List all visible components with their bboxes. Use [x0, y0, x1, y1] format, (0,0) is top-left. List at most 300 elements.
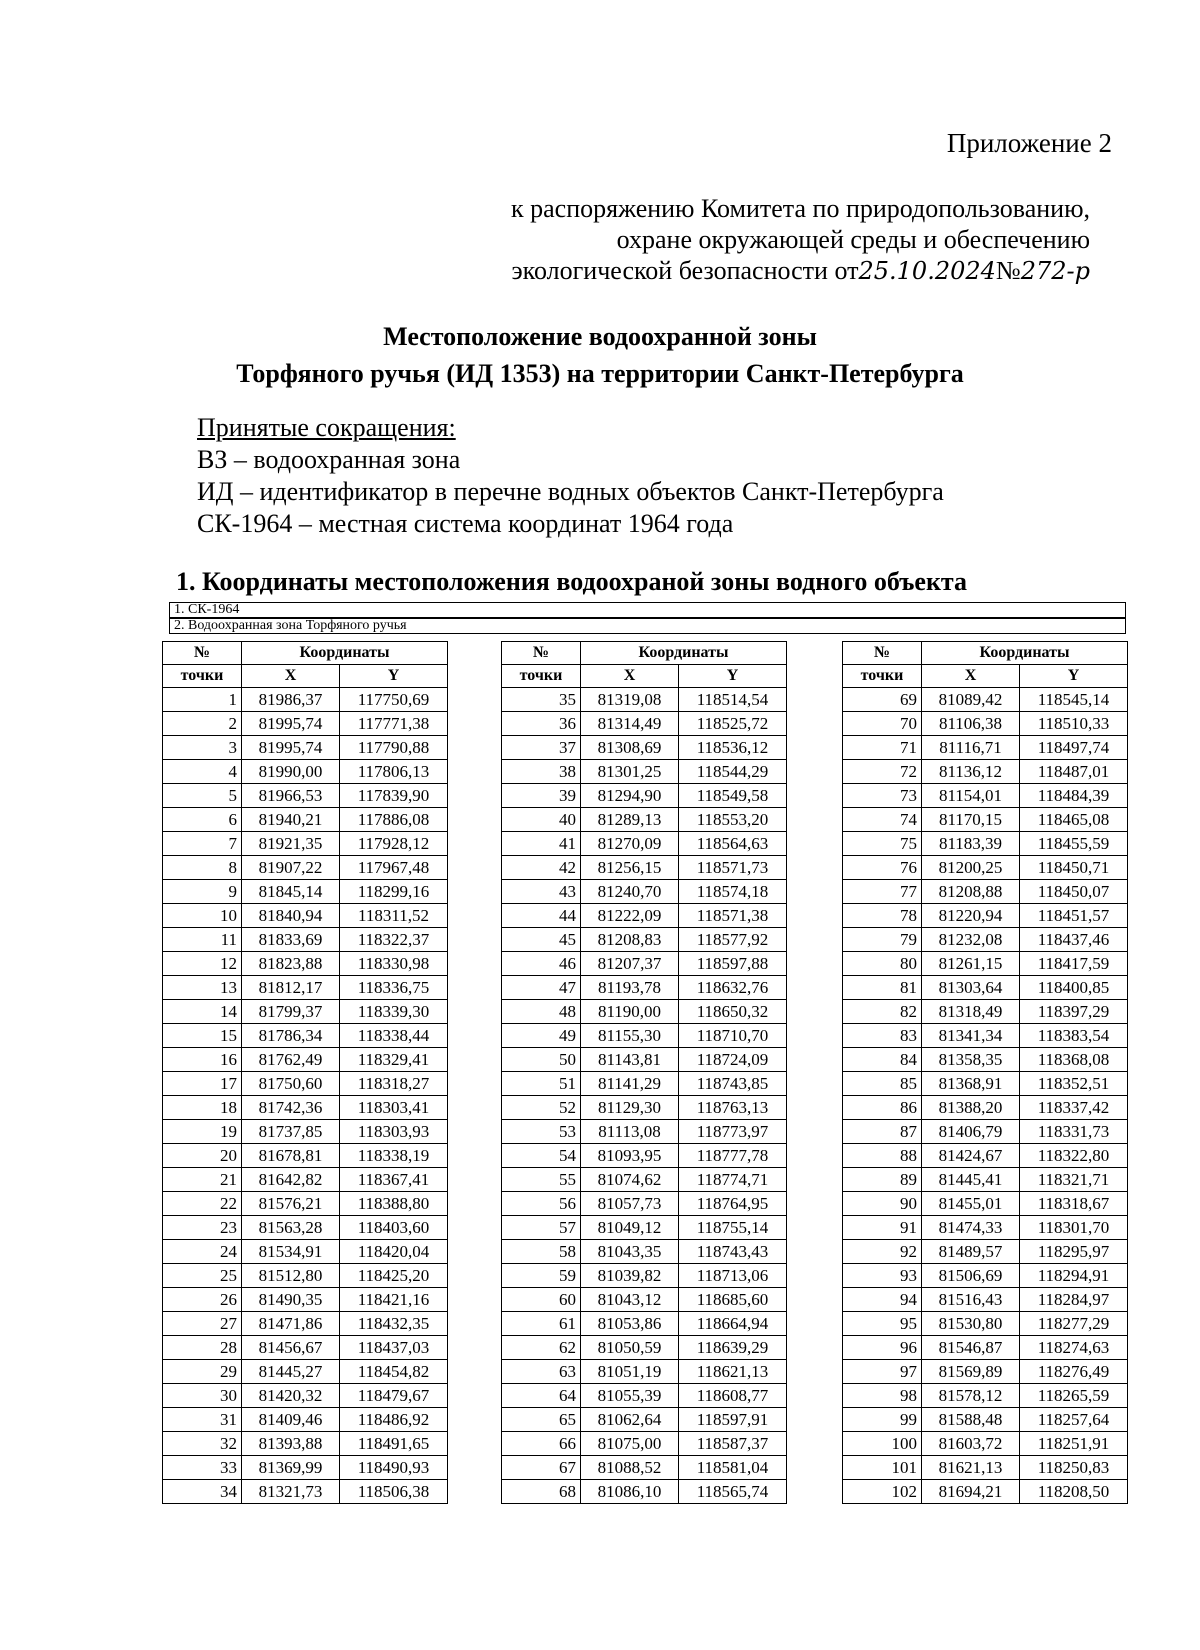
point-number-cell: 77: [843, 880, 922, 904]
x-coordinate-cell: 81050,59: [581, 1336, 679, 1360]
y-coordinate-cell: 118368,08: [1020, 1048, 1128, 1072]
y-coordinate-cell: 118581,04: [679, 1456, 787, 1480]
y-coordinate-cell: 118571,38: [679, 904, 787, 928]
x-coordinate-cell: 81737,85: [242, 1120, 340, 1144]
y-coordinate-cell: 118329,41: [340, 1048, 448, 1072]
point-number-cell: 70: [843, 712, 922, 736]
point-number-cell: 2: [163, 712, 242, 736]
y-coordinate-cell: 117886,08: [340, 808, 448, 832]
x-coordinate-cell: 81986,37: [242, 688, 340, 712]
x-coordinate-cell: 81314,49: [581, 712, 679, 736]
point-number-cell: 79: [843, 928, 922, 952]
table-row: [163, 1096, 448, 1120]
y-coordinate-cell: 118639,29: [679, 1336, 787, 1360]
point-number-cell: 4: [163, 760, 242, 784]
y-coordinate-cell: 118417,59: [1020, 952, 1128, 976]
point-number-cell: 44: [502, 904, 581, 928]
y-coordinate-cell: 118491,65: [340, 1432, 448, 1456]
y-coordinate-cell: 118336,75: [340, 976, 448, 1000]
point-number-cell: 28: [163, 1336, 242, 1360]
x-coordinate-cell: 81921,35: [242, 832, 340, 856]
point-number-cell: 50: [502, 1048, 581, 1072]
point-number-cell: 72: [843, 760, 922, 784]
x-coordinate-cell: 81966,53: [242, 784, 340, 808]
point-number-cell: 48: [502, 1000, 581, 1024]
y-coordinate-cell: 118208,50: [1020, 1480, 1128, 1504]
point-number-cell: 29: [163, 1360, 242, 1384]
x-coordinate-cell: 81190,00: [581, 1000, 679, 1024]
x-coordinate-cell: 81409,46: [242, 1408, 340, 1432]
x-coordinate-cell: 81057,73: [581, 1192, 679, 1216]
table-row: [163, 1336, 448, 1360]
table-row: [502, 832, 787, 856]
table-row: [163, 712, 448, 736]
decree-line-1: к распоряжению Комитета по природопользованию,: [510, 194, 1090, 223]
table-row: [163, 736, 448, 760]
point-number-cell: 63: [502, 1360, 581, 1384]
point-number-cell: 3: [163, 736, 242, 760]
x-coordinate-cell: 81088,52: [581, 1456, 679, 1480]
point-number-cell: 17: [163, 1072, 242, 1096]
table-row: [843, 1456, 1128, 1480]
point-number-cell: 71: [843, 736, 922, 760]
y-coordinate-cell: 118664,94: [679, 1312, 787, 1336]
y-header: Y: [340, 665, 448, 688]
y-coordinate-cell: 118525,72: [679, 712, 787, 736]
table-row: [163, 1264, 448, 1288]
decree-reference: [511, 193, 1090, 287]
y-coordinate-cell: 118311,52: [340, 904, 448, 928]
point-number-cell: 59: [502, 1264, 581, 1288]
table-row: [843, 928, 1128, 952]
section-heading: 1. Координаты местоположения водоохраной зоны водного объекта: [176, 567, 968, 596]
y-coordinate-cell: 118510,33: [1020, 712, 1128, 736]
table-row: [502, 1096, 787, 1120]
y-coordinate-cell: 118764,95: [679, 1192, 787, 1216]
y-coordinate-cell: 118257,64: [1020, 1408, 1128, 1432]
decree-line-3-text: экологической безопасности от: [511, 256, 859, 285]
table-row: [843, 1072, 1128, 1096]
x-coordinate-cell: 81154,01: [922, 784, 1020, 808]
x-coordinate-cell: 81141,29: [581, 1072, 679, 1096]
table-row: [502, 760, 787, 784]
point-number-cell: 96: [843, 1336, 922, 1360]
table-row: [163, 832, 448, 856]
y-coordinate-cell: 118506,38: [340, 1480, 448, 1504]
point-number-cell: 30: [163, 1384, 242, 1408]
table-row: [843, 952, 1128, 976]
x-coordinate-cell: 81812,17: [242, 976, 340, 1000]
table-row: [163, 1024, 448, 1048]
abbreviations-block: [197, 412, 944, 540]
y-coordinate-cell: 118574,18: [679, 880, 787, 904]
y-coordinate-cell: 118276,49: [1020, 1360, 1128, 1384]
y-coordinate-cell: 118465,08: [1020, 808, 1128, 832]
table-row: [502, 1336, 787, 1360]
x-coordinate-cell: 81786,34: [242, 1024, 340, 1048]
y-coordinate-cell: 118650,32: [679, 1000, 787, 1024]
x-coordinate-cell: 81270,09: [581, 832, 679, 856]
point-number-cell: 1: [163, 688, 242, 712]
x-coordinate-cell: 81621,13: [922, 1456, 1020, 1480]
point-number-cell: 84: [843, 1048, 922, 1072]
y-coordinate-cell: 118743,43: [679, 1240, 787, 1264]
table-row: [502, 952, 787, 976]
table-row: [163, 1048, 448, 1072]
abbreviation-item: ВЗ – водоохранная зона: [197, 445, 461, 474]
x-coordinate-cell: 81051,19: [581, 1360, 679, 1384]
y-coordinate-cell: 118608,77: [679, 1384, 787, 1408]
table-row: [163, 1168, 448, 1192]
point-number-cell: 83: [843, 1024, 922, 1048]
point-number-cell: 64: [502, 1384, 581, 1408]
point-number-cell: 20: [163, 1144, 242, 1168]
y-coordinate-cell: 118450,07: [1020, 880, 1128, 904]
table-row: [163, 1000, 448, 1024]
table-row: [163, 688, 448, 712]
y-coordinate-cell: 118755,14: [679, 1216, 787, 1240]
point-number-cell: 14: [163, 1000, 242, 1024]
x-coordinate-cell: 81319,08: [581, 688, 679, 712]
table-row: [843, 1480, 1128, 1504]
y-coordinate-cell: 118331,73: [1020, 1120, 1128, 1144]
table-row: [843, 1312, 1128, 1336]
x-coordinate-cell: 81530,80: [922, 1312, 1020, 1336]
y-coordinate-cell: 118713,06: [679, 1264, 787, 1288]
point-number-cell: 52: [502, 1096, 581, 1120]
y-coordinate-cell: 118710,70: [679, 1024, 787, 1048]
table-row: [843, 688, 1128, 712]
table-row: [163, 952, 448, 976]
y-coordinate-cell: 118321,71: [1020, 1168, 1128, 1192]
point-number-cell: 51: [502, 1072, 581, 1096]
table-row: [843, 1408, 1128, 1432]
point-number-cell: 82: [843, 1000, 922, 1024]
table-row: [843, 1024, 1128, 1048]
x-coordinate-cell: 81424,67: [922, 1144, 1020, 1168]
y-coordinate-cell: 118303,93: [340, 1120, 448, 1144]
point-number-header: №: [163, 642, 242, 665]
x-coordinate-cell: 81193,78: [581, 976, 679, 1000]
point-number-cell: 65: [502, 1408, 581, 1432]
appendix-label: Приложение 2: [946, 128, 1112, 158]
point-number-cell: 32: [163, 1432, 242, 1456]
x-coordinate-cell: 81642,82: [242, 1168, 340, 1192]
x-coordinate-cell: 81995,74: [242, 736, 340, 760]
x-coordinate-cell: 81207,37: [581, 952, 679, 976]
point-number-cell: 39: [502, 784, 581, 808]
point-number-cell: 88: [843, 1144, 922, 1168]
table-row: [163, 1240, 448, 1264]
x-coordinate-cell: 81129,30: [581, 1096, 679, 1120]
table-row: [163, 1408, 448, 1432]
point-number-cell: 101: [843, 1456, 922, 1480]
table-row: [843, 832, 1128, 856]
table-row: [502, 1264, 787, 1288]
y-coordinate-cell: 118251,91: [1020, 1432, 1128, 1456]
table-row: [502, 1144, 787, 1168]
y-coordinate-cell: 118299,16: [340, 880, 448, 904]
x-coordinate-cell: 81368,91: [922, 1072, 1020, 1096]
table-row: [843, 1384, 1128, 1408]
y-coordinate-cell: 118318,67: [1020, 1192, 1128, 1216]
x-coordinate-cell: 81603,72: [922, 1432, 1020, 1456]
x-coordinate-cell: 81445,41: [922, 1168, 1020, 1192]
table-row: [163, 1480, 448, 1504]
y-coordinate-cell: 117967,48: [340, 856, 448, 880]
x-coordinate-cell: 81995,74: [242, 712, 340, 736]
y-coordinate-cell: 118338,19: [340, 1144, 448, 1168]
x-coordinate-cell: 81823,88: [242, 952, 340, 976]
x-coordinate-cell: 81546,87: [922, 1336, 1020, 1360]
point-number-cell: 40: [502, 808, 581, 832]
point-number-cell: 54: [502, 1144, 581, 1168]
point-number-cell: 57: [502, 1216, 581, 1240]
y-coordinate-cell: 118301,70: [1020, 1216, 1128, 1240]
point-number-cell: 86: [843, 1096, 922, 1120]
point-number-cell: 31: [163, 1408, 242, 1432]
point-number-cell: 27: [163, 1312, 242, 1336]
table-row: [843, 904, 1128, 928]
y-coordinate-cell: 117839,90: [340, 784, 448, 808]
table-row: [502, 1360, 787, 1384]
x-coordinate-cell: 81053,86: [581, 1312, 679, 1336]
y-coordinate-cell: 118322,80: [1020, 1144, 1128, 1168]
point-number-cell: 94: [843, 1288, 922, 1312]
coordinates-table-3: [842, 641, 1128, 1504]
decree-line-2: охране окружающей среды и обеспечению: [616, 225, 1090, 254]
y-coordinate-cell: 118743,85: [679, 1072, 787, 1096]
point-number-cell: 74: [843, 808, 922, 832]
x-coordinate-cell: 81301,25: [581, 760, 679, 784]
x-coordinate-cell: 81308,69: [581, 736, 679, 760]
table-row: [843, 1096, 1128, 1120]
y-coordinate-cell: 118549,58: [679, 784, 787, 808]
y-coordinate-cell: 118621,13: [679, 1360, 787, 1384]
point-number-cell: 93: [843, 1264, 922, 1288]
point-number-header: №: [843, 642, 922, 665]
point-number-cell: 43: [502, 880, 581, 904]
y-coordinate-cell: 118421,16: [340, 1288, 448, 1312]
point-number-cell: 95: [843, 1312, 922, 1336]
table-row: [843, 808, 1128, 832]
point-number-cell: 18: [163, 1096, 242, 1120]
y-coordinate-cell: 117771,38: [340, 712, 448, 736]
point-number-cell: 55: [502, 1168, 581, 1192]
y-coordinate-cell: 118420,04: [340, 1240, 448, 1264]
table-row: [502, 784, 787, 808]
y-coordinate-cell: 118352,51: [1020, 1072, 1128, 1096]
y-header: Y: [1020, 665, 1128, 688]
x-coordinate-cell: 81678,81: [242, 1144, 340, 1168]
point-number-cell: 60: [502, 1288, 581, 1312]
table-row: [163, 760, 448, 784]
point-number-cell: 36: [502, 712, 581, 736]
table-row: [502, 688, 787, 712]
point-number-cell: 35: [502, 688, 581, 712]
coordinates-table-2: [501, 641, 787, 1504]
x-coordinate-cell: 81474,33: [922, 1216, 1020, 1240]
point-number-cell: 46: [502, 952, 581, 976]
table-row: [163, 928, 448, 952]
table-row: [502, 1168, 787, 1192]
y-coordinate-cell: 118514,54: [679, 688, 787, 712]
x-coordinate-cell: 81455,01: [922, 1192, 1020, 1216]
table-row: [502, 1072, 787, 1096]
x-coordinate-cell: 81318,49: [922, 1000, 1020, 1024]
x-header: X: [242, 665, 340, 688]
y-coordinate-cell: 118773,97: [679, 1120, 787, 1144]
x-coordinate-cell: 81116,71: [922, 736, 1020, 760]
x-coordinate-cell: 81445,27: [242, 1360, 340, 1384]
table-row: [843, 1192, 1128, 1216]
y-coordinate-cell: 118388,80: [340, 1192, 448, 1216]
table-row: [163, 856, 448, 880]
table-row: [502, 1408, 787, 1432]
table-row: [843, 1432, 1128, 1456]
table-row: [163, 1384, 448, 1408]
table-row: [843, 1288, 1128, 1312]
table-row: [163, 904, 448, 928]
table-row: [843, 1216, 1128, 1240]
point-number-cell: 41: [502, 832, 581, 856]
table-row: [502, 736, 787, 760]
point-number-cell: 13: [163, 976, 242, 1000]
y-coordinate-cell: 118571,73: [679, 856, 787, 880]
table-row: [843, 1168, 1128, 1192]
table-row: [163, 1456, 448, 1480]
point-number-cell: 26: [163, 1288, 242, 1312]
coordinate-system-row: 1. СК-1964: [169, 602, 1126, 618]
table-row: [163, 880, 448, 904]
table-row: [163, 1360, 448, 1384]
y-coordinate-cell: 118338,44: [340, 1024, 448, 1048]
y-coordinate-cell: 118294,91: [1020, 1264, 1128, 1288]
y-coordinate-cell: 118337,42: [1020, 1096, 1128, 1120]
x-coordinate-cell: 81799,37: [242, 1000, 340, 1024]
x-coordinate-cell: 81588,48: [922, 1408, 1020, 1432]
y-coordinate-cell: 118774,71: [679, 1168, 787, 1192]
y-coordinate-cell: 118437,03: [340, 1336, 448, 1360]
point-number-cell: 102: [843, 1480, 922, 1504]
table-row: [502, 880, 787, 904]
table-row: [843, 1120, 1128, 1144]
x-coordinate-cell: 81907,22: [242, 856, 340, 880]
y-coordinate-cell: 118322,37: [340, 928, 448, 952]
point-number-cell: 10: [163, 904, 242, 928]
table-row: [843, 976, 1128, 1000]
x-coordinate-cell: 81183,39: [922, 832, 1020, 856]
table-row: [502, 1192, 787, 1216]
point-number-cell: 21: [163, 1168, 242, 1192]
point-number-cell: 6: [163, 808, 242, 832]
table-row: [163, 1144, 448, 1168]
table-row: [502, 808, 787, 832]
point-number-cell: 22: [163, 1192, 242, 1216]
y-coordinate-cell: 117806,13: [340, 760, 448, 784]
abbreviations-heading: Принятые сокращения:: [197, 413, 456, 442]
x-coordinate-cell: 81294,90: [581, 784, 679, 808]
table-row: [163, 784, 448, 808]
point-number-cell: 9: [163, 880, 242, 904]
y-coordinate-cell: 118632,76: [679, 976, 787, 1000]
coordinates-header: Координаты: [581, 642, 787, 665]
x-coordinate-cell: 81256,15: [581, 856, 679, 880]
x-coordinate-cell: 81393,88: [242, 1432, 340, 1456]
y-coordinate-cell: 118330,98: [340, 952, 448, 976]
point-number-subheader: точки: [843, 665, 922, 688]
point-number-cell: 89: [843, 1168, 922, 1192]
y-coordinate-cell: 118479,67: [340, 1384, 448, 1408]
table-row: [502, 1240, 787, 1264]
y-coordinate-cell: 118545,14: [1020, 688, 1128, 712]
table-row: [163, 1216, 448, 1240]
table-row: [502, 1432, 787, 1456]
y-coordinate-cell: 118490,93: [340, 1456, 448, 1480]
y-coordinate-cell: 118383,54: [1020, 1024, 1128, 1048]
x-coordinate-cell: 81055,39: [581, 1384, 679, 1408]
y-coordinate-cell: 118367,41: [340, 1168, 448, 1192]
table-row: [502, 856, 787, 880]
y-coordinate-cell: 118777,78: [679, 1144, 787, 1168]
point-number-cell: 47: [502, 976, 581, 1000]
table-row: [502, 1000, 787, 1024]
table-row: [502, 1384, 787, 1408]
y-coordinate-cell: 118587,37: [679, 1432, 787, 1456]
table-row: [843, 1144, 1128, 1168]
table-row: [843, 1048, 1128, 1072]
decree-date: 25.10.2024: [858, 257, 996, 285]
decree-number-prefix: №: [995, 256, 1021, 285]
point-number-cell: 25: [163, 1264, 242, 1288]
y-coordinate-cell: 118763,13: [679, 1096, 787, 1120]
point-number-cell: 42: [502, 856, 581, 880]
y-coordinate-cell: 118685,60: [679, 1288, 787, 1312]
x-coordinate-cell: 81200,25: [922, 856, 1020, 880]
table-row: [502, 1048, 787, 1072]
y-coordinate-cell: 118318,27: [340, 1072, 448, 1096]
title-line-1: Местоположение водоохранной зоны: [383, 322, 817, 351]
table-row: [163, 1288, 448, 1312]
point-number-cell: 81: [843, 976, 922, 1000]
x-coordinate-cell: 81512,80: [242, 1264, 340, 1288]
y-coordinate-cell: 118400,85: [1020, 976, 1128, 1000]
x-coordinate-cell: 81222,09: [581, 904, 679, 928]
point-number-cell: 90: [843, 1192, 922, 1216]
point-number-header: №: [502, 642, 581, 665]
y-coordinate-cell: 118425,20: [340, 1264, 448, 1288]
x-coordinate-cell: 81840,94: [242, 904, 340, 928]
point-number-cell: 24: [163, 1240, 242, 1264]
x-coordinate-cell: 81170,15: [922, 808, 1020, 832]
x-coordinate-cell: 81075,00: [581, 1432, 679, 1456]
table-row: [502, 1456, 787, 1480]
table-row: [502, 928, 787, 952]
y-coordinate-cell: 118284,97: [1020, 1288, 1128, 1312]
y-coordinate-cell: 118484,39: [1020, 784, 1128, 808]
x-coordinate-cell: 81220,94: [922, 904, 1020, 928]
x-coordinate-cell: 81516,43: [922, 1288, 1020, 1312]
x-coordinate-cell: 81471,86: [242, 1312, 340, 1336]
x-coordinate-cell: 81232,08: [922, 928, 1020, 952]
table-row: [163, 976, 448, 1000]
x-coordinate-cell: 81106,38: [922, 712, 1020, 736]
y-coordinate-cell: 118397,29: [1020, 1000, 1128, 1024]
x-coordinate-cell: 81563,28: [242, 1216, 340, 1240]
x-coordinate-cell: 81208,88: [922, 880, 1020, 904]
point-number-cell: 61: [502, 1312, 581, 1336]
table-row: [843, 856, 1128, 880]
